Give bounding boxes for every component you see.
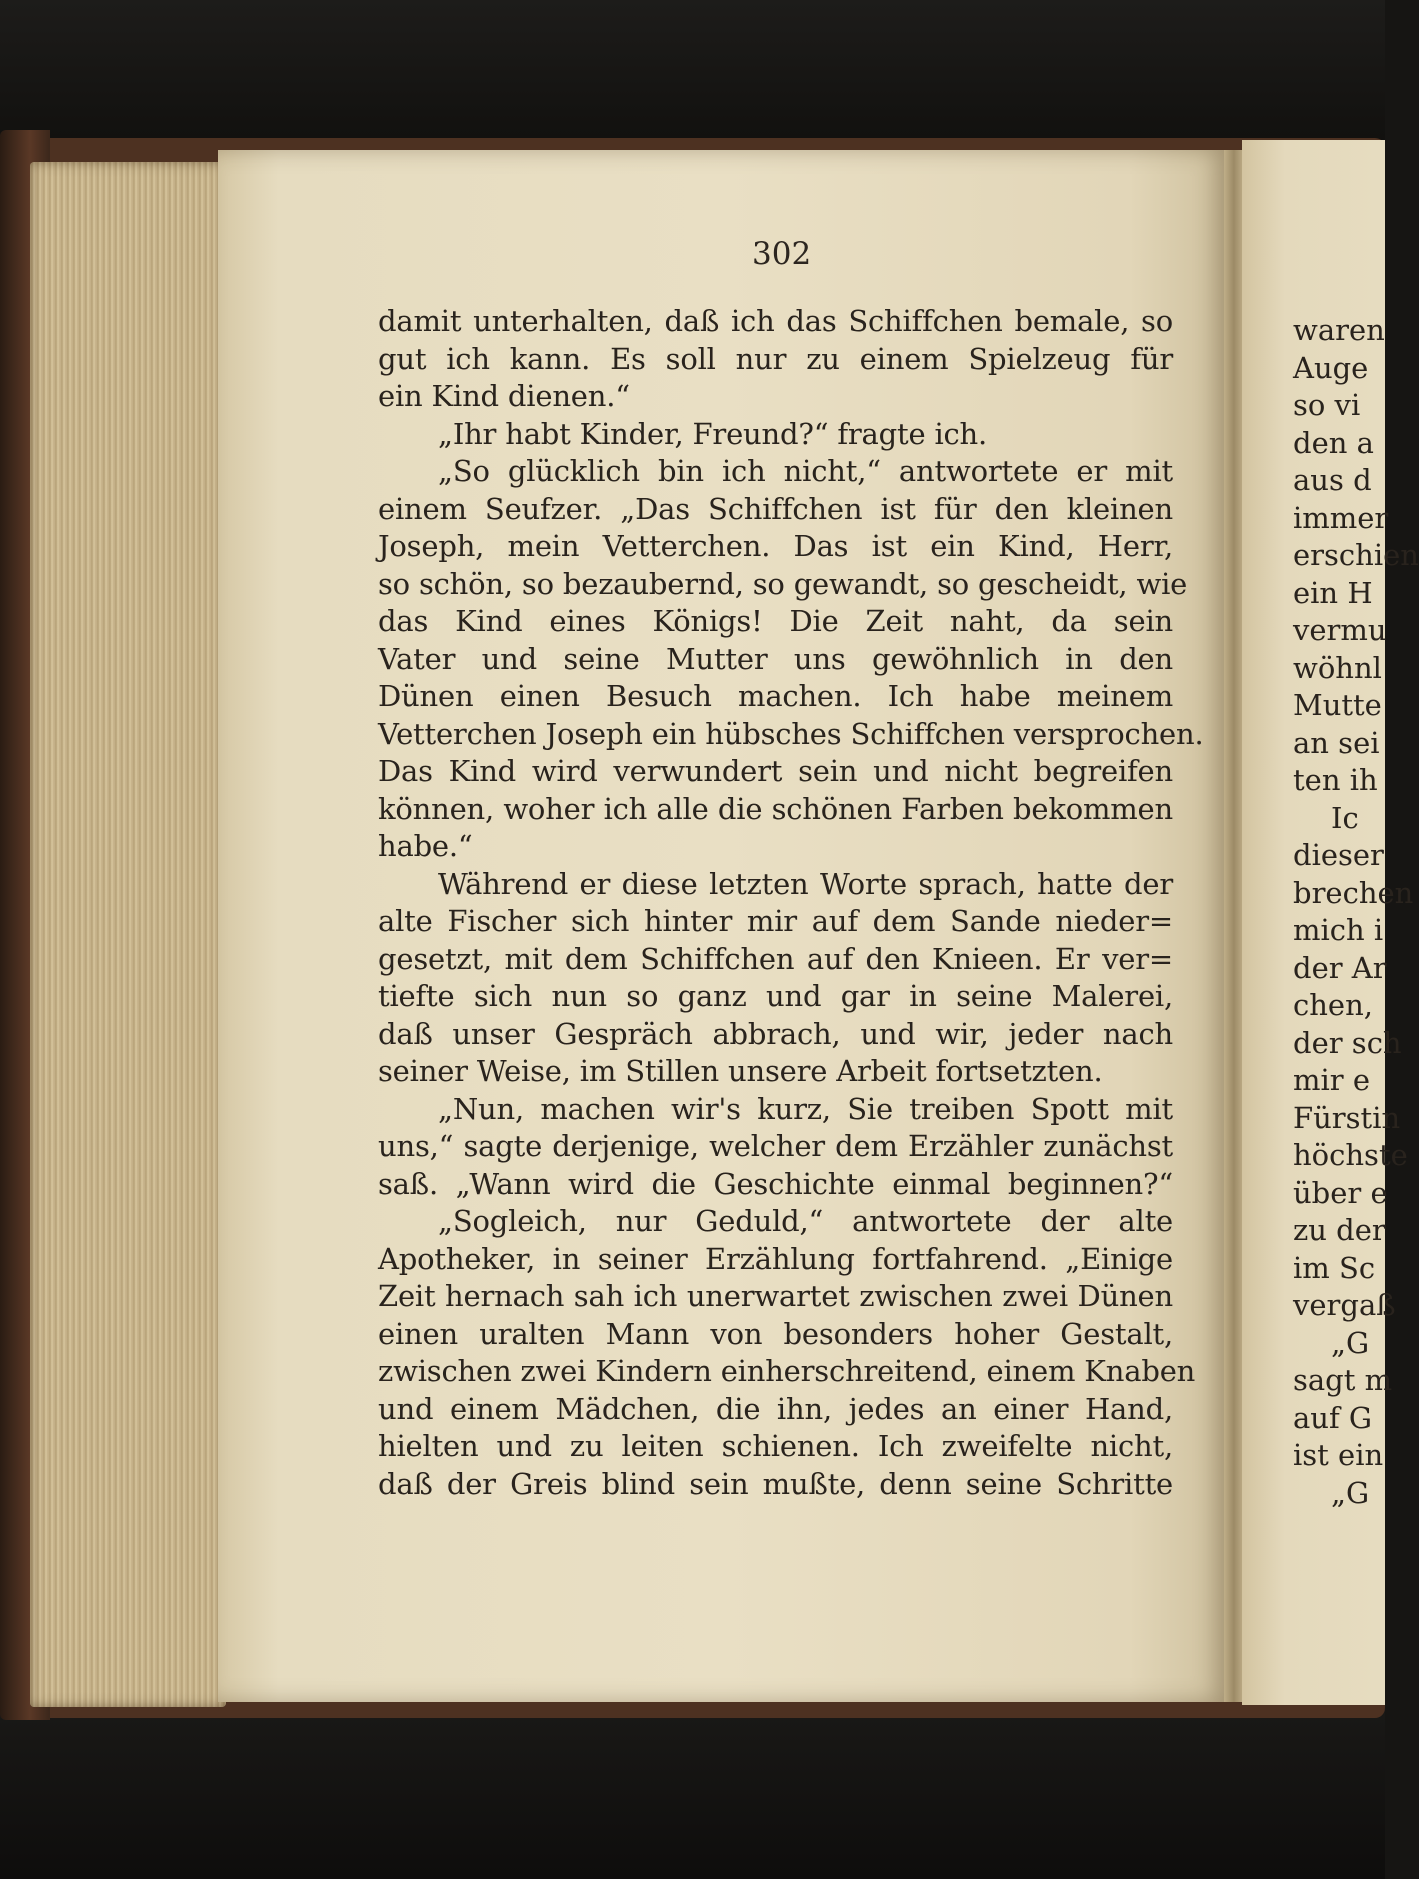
text-line: ein Kind dienen.“ [378,379,630,413]
text-line: „So glücklich bin ich nicht,“ antwortete er mit [438,454,1173,488]
text-line: sagt m [1293,1363,1393,1397]
text-line: Während er diese letzten Worte sprach, hatte der [438,866,1173,901]
text-line: daß unser Gespräch abbrach, und wir, jeder nach [378,1016,1173,1051]
text-line: Ic [1331,800,1359,835]
text-line: seiner Weise, im Stillen unsere Arbeit fortsetzten. [378,1054,1103,1088]
text-line: den a [1293,425,1374,460]
page-number: 302 [752,236,812,272]
text-line: Joseph, mein Vetterchen. Das ist ein Kind, Herr, [378,529,1173,563]
text-line: mich i [1293,913,1384,947]
text-line: auf G [1293,1400,1373,1435]
text-line: aus d [1293,463,1372,497]
right-page-text [1293,312,1419,1512]
text-line: im Sc [1293,1250,1376,1285]
text-line: können, woher ich alle die schönen Farben bekommen [378,791,1173,826]
text-line: wöhnl [1293,650,1382,685]
text-line: „Nun, machen wir's kurz, Sie treiben Spott mit [438,1091,1173,1126]
text-line: tiefte sich nun so ganz und gar in seine Malerei, [378,979,1173,1013]
text-line: Auge [1293,350,1369,385]
text-line: erschien [1293,538,1419,572]
text-line: „Ihr habt Kinder, Freund?“ fragte ich. [438,416,988,451]
text-line: Mutte [1293,688,1382,722]
text-line: chen, [1293,988,1373,1022]
text-line: immer [1293,500,1389,535]
text-line: einem Seufzer. „Das Schiffchen ist für den kleinen [378,491,1173,526]
text-line: zwischen zwei Kindern einherschreitend, einem Knaben [378,1354,1196,1388]
text-line: Fürstin [1293,1100,1401,1135]
text-line: Dünen einen Besuch machen. Ich habe meinem [378,679,1173,713]
text-line: höchste [1293,1138,1408,1172]
text-line: dieser [1293,838,1384,872]
text-line: vermu [1293,613,1387,647]
background-bottom [0,1700,1385,1879]
text-line: damit unterhalten, daß ich das Schiffchen bemale, so [378,304,1173,338]
text-line: habe.“ [378,829,473,863]
text-line: gesetzt, mit dem Schiffchen auf den Knieen. Er ver= [378,941,1173,976]
background-top [0,0,1385,150]
text-line: vergaß [1293,1288,1396,1322]
text-line: so vi [1293,388,1361,422]
text-line: zu der [1293,1213,1386,1247]
text-line: brechen [1293,875,1414,910]
text-line: daß der Greis blind sein mußte, denn seine Schritte [378,1466,1173,1501]
text-line: waren [1293,313,1385,347]
text-line: einen uralten Mann von besonders hoher Gestalt, [378,1316,1173,1351]
text-line: und einem Mädchen, die ihn, jedes an einer Hand, [378,1391,1173,1426]
text-line: der Ar [1293,950,1387,985]
text-line: hielten und zu leiten schienen. Ich zweifelte nicht, [378,1429,1173,1463]
text-line: ten ih [1293,763,1378,797]
text-line: so schön, so bezaubernd, so gewandt, so gescheidt, wie [378,566,1188,601]
text-line: über e [1293,1175,1388,1210]
text-line: Zeit hernach sah ich unerwartet zwischen zwei Dünen [378,1279,1173,1313]
text-line: „G [1331,1475,1370,1510]
text-line: der sch [1293,1025,1402,1060]
text-line: ein H [1293,575,1373,610]
text-line: gut ich kann. Es soll nur zu einem Spielzeug für [378,341,1173,376]
text-line: alte Fischer sich hinter mir auf dem Sande nieder= [378,904,1173,938]
text-line: „G [1331,1325,1370,1360]
text-line: mir e [1293,1063,1371,1097]
text-line: saß. „Wann wird die Geschichte einmal beginnen?“ [378,1166,1173,1201]
text-line: Apotheker, in seiner Erzählung fortfahrend. „Einige [378,1241,1173,1276]
text-line: Vater und seine Mutter uns gewöhnlich in den [378,641,1173,676]
text-line: Vetterchen Joseph ein hübsches Schiffchen versprochen. [378,716,1204,751]
text-line: uns,“ sagte derjenige, welcher dem Erzähler zunächst [378,1129,1173,1163]
text-line: „Sogleich, nur Geduld,“ antwortete der alte [438,1204,1173,1238]
text-line: an sei [1293,725,1380,760]
text-line: Das Kind wird verwundert sein und nicht begreifen [378,754,1173,788]
text-line: das Kind eines Königs! Die Zeit naht, da sein [378,604,1173,638]
page-stack-edges [30,162,226,1707]
text-line: ist ein [1293,1438,1384,1472]
left-page-text [378,303,1204,1503]
